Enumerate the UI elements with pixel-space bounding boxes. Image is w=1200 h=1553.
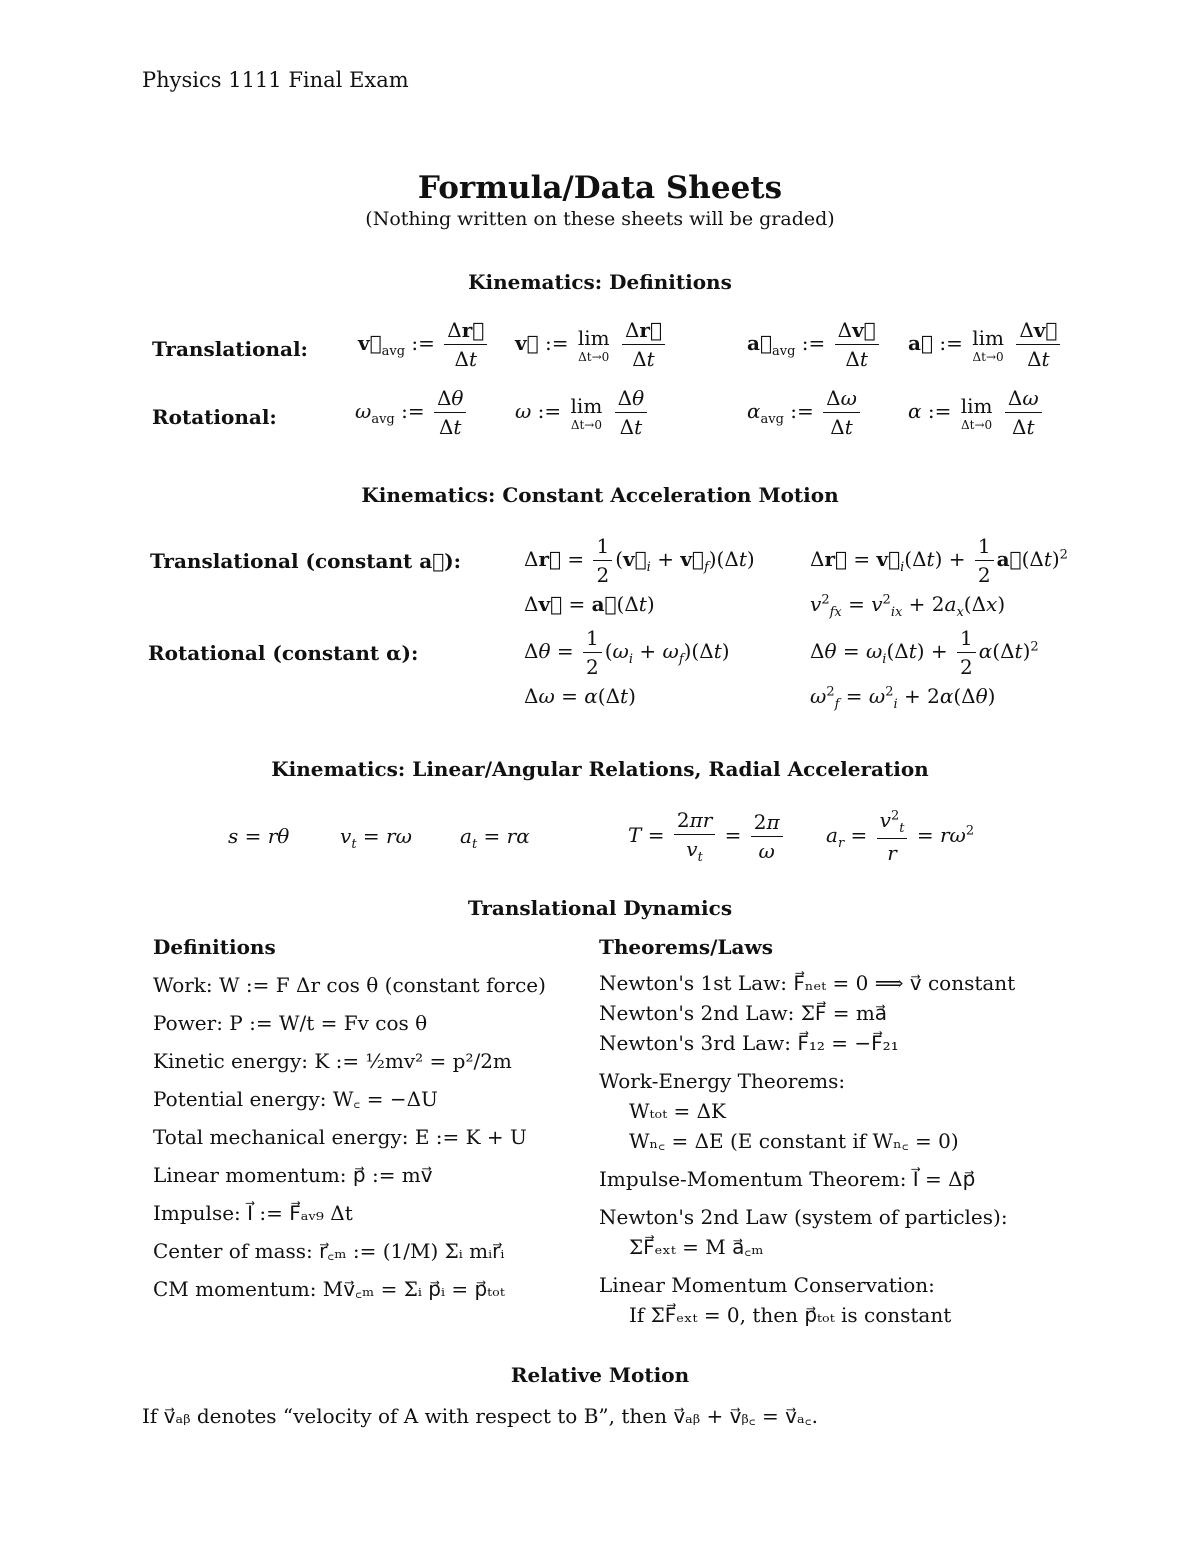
section-linear-angular: Kinematics: Linear/Angular Relations, Radial Acceleration [271, 757, 929, 781]
def-potential-energy: Potential energy: W꜀ = −ΔU [153, 1087, 438, 1111]
tangential-accel-formula: $a_t = r\alpha$ [460, 824, 530, 852]
thm-momentum-conservation-eq: If ΣF⃗ₑₓₜ = 0, then p⃗ₜₒₜ is constant [629, 1303, 952, 1327]
def-center-of-mass: Center of mass: r⃗꜀ₘ := (1/M) Σᵢ mᵢr⃗ᵢ [153, 1239, 505, 1263]
thm-momentum-conservation: Linear Momentum Conservation: [599, 1273, 935, 1297]
radial-accel-formula: $a_r$ = $\frac{v^2_t}{r}$ = $r\omega^2$ [826, 808, 975, 865]
dr-avg-velocity-formula: Δr⃗ = $\frac{1}{2}$ ($v⃗_i$ + $v⃗_f)(\Delta t)$ [524, 534, 755, 587]
thm-newton-2-system-eq: ΣF⃗ₑₓₜ = M a⃗꜀ₘ [629, 1235, 764, 1259]
a-avg-formula: $a⃗_{avg}$ := $\frac{\Delta v⃗}{\Delta t}$ [747, 318, 882, 371]
thm-work-energy-nc: Wₙ꜀ = ΔE (E constant if Wₙ꜀ = 0) [629, 1129, 959, 1153]
def-kinetic-energy: Kinetic energy: K := ½mv² = p²/2m [153, 1049, 512, 1073]
page-header: Physics 1111 Final Exam [142, 68, 409, 92]
thm-impulse-momentum: Impulse-Momentum Theorem: I⃗ = Δp⃗ [599, 1167, 976, 1191]
v-avg-formula: $v⃗_{avg}$ := $\frac{\Delta r⃗}{\Delta t}$ [358, 318, 490, 371]
definitions-heading: Definitions [153, 935, 276, 959]
def-linear-momentum: Linear momentum: p⃗ := mv⃗ [153, 1163, 433, 1187]
theorems-list [599, 968, 1015, 1330]
thm-newton-3: Newton's 3rd Law: F⃗₁₂ = −F⃗₂₁ [599, 1031, 899, 1055]
rotational-label: Rotational: [152, 405, 277, 429]
def-total-energy: Total mechanical energy: E := K + U [153, 1125, 527, 1149]
section-kinematics-constant-acceleration: Kinematics: Constant Acceleration Motion [361, 483, 839, 507]
omega-avg-formula: $\omega_{avg}$ := $\frac{\Delta\theta}{\Delta t}$ [355, 386, 469, 439]
def-impulse: Impulse: I⃗ := F⃗ₐᵥ₉ Δt [153, 1201, 353, 1225]
dtheta-avg-formula: Δθ = $\frac{1}{2}$ $(\omega_i + \omega_f)(\Delta t)$ [524, 626, 730, 679]
period-formula: T = $\frac{2\pi r}{v_t}$ = $\frac{2\pi}{\omega}$ [628, 808, 786, 865]
v-inst-formula: v⃗ := lim Δt→0 $\frac{\Delta r⃗}{\Delta t}$ [515, 318, 668, 371]
rotational-constant-label: Rotational (constant α): [148, 641, 419, 665]
section-kinematics-definitions: Kinematics: Definitions [468, 270, 732, 294]
thm-work-energy-total: Wₜₒₜ = ΔK [629, 1099, 726, 1123]
thm-work-energy: Work-Energy Theorems: [599, 1069, 846, 1093]
def-cm-momentum: CM momentum: Mv⃗꜀ₘ = Σᵢ p⃗ᵢ = p⃗ₜₒₜ [153, 1277, 505, 1301]
a-inst-formula: a⃗ := lim Δt→0 $\frac{\Delta v⃗}{\Delta t}$ [908, 318, 1063, 371]
page-subtitle: (Nothing written on these sheets will be graded) [365, 208, 835, 230]
def-power: Power: P := W/t = Fv cos θ [153, 1011, 428, 1035]
page-title: Formula/Data Sheets [417, 170, 783, 206]
omega-f-squared-formula: $\omega^2_f = \omega^2_i + 2\alpha(\Delta\theta)$ [810, 684, 996, 712]
thm-newton-1: Newton's 1st Law: F⃗ₙₑₜ = 0 ⟹ v⃗ constant [599, 971, 1016, 995]
alpha-inst-formula: α := lim Δt→0 $\frac{\Delta\omega}{\Delta t}$ [908, 386, 1045, 439]
relative-motion-statement: If v⃗ₐᵦ denotes “velocity of A with respect to B”, then v⃗ₐᵦ + v⃗ᵦ꜀ = v⃗ₐ꜀. [142, 1404, 818, 1428]
alpha-avg-formula: $\alpha_{avg}$ := $\frac{\Delta\omega}{\Delta t}$ [747, 386, 863, 439]
vf-squared-formula: $v^2_{fx} = v^2_{ix} + 2a_x(\Delta x)$ [810, 592, 1006, 620]
tangential-velocity-formula: $v_t = r\omega$ [340, 824, 412, 852]
translational-constant-label: Translational (constant a⃗): [150, 549, 462, 573]
domega-formula: Δω = α(Δt) [524, 684, 636, 708]
definitions-list [153, 966, 546, 1308]
dv-formula: Δv⃗ = a⃗(Δt) [524, 592, 655, 616]
section-relative-motion: Relative Motion [510, 1363, 690, 1387]
omega-inst-formula: ω := lim Δt→0 $\frac{\Delta\theta}{\Delta t}$ [515, 386, 650, 439]
thm-newton-2-system: Newton's 2nd Law (system of particles): [599, 1205, 1008, 1229]
arc-length-formula: s = rθ [228, 824, 290, 848]
thm-newton-2: Newton's 2nd Law: ΣF⃗ = ma⃗ [599, 1001, 888, 1025]
translational-label: Translational: [152, 337, 308, 361]
dtheta-accel-formula: $\Delta\theta = \omega_i(\Delta t)$ + $\frac{1}{2}$ $\alpha(\Delta t)^2$ [810, 626, 1039, 679]
section-translational-dynamics: Translational Dynamics [467, 896, 733, 920]
theorems-heading: Theorems/Laws [599, 935, 773, 959]
dr-accel-formula: Δr⃗ = $v⃗_i(\Delta t)$ + $\frac{1}{2}$ $a⃗(\Delta t)^2$ [810, 534, 1068, 587]
def-work: Work: W := F Δr cos θ (constant force) [153, 973, 546, 997]
